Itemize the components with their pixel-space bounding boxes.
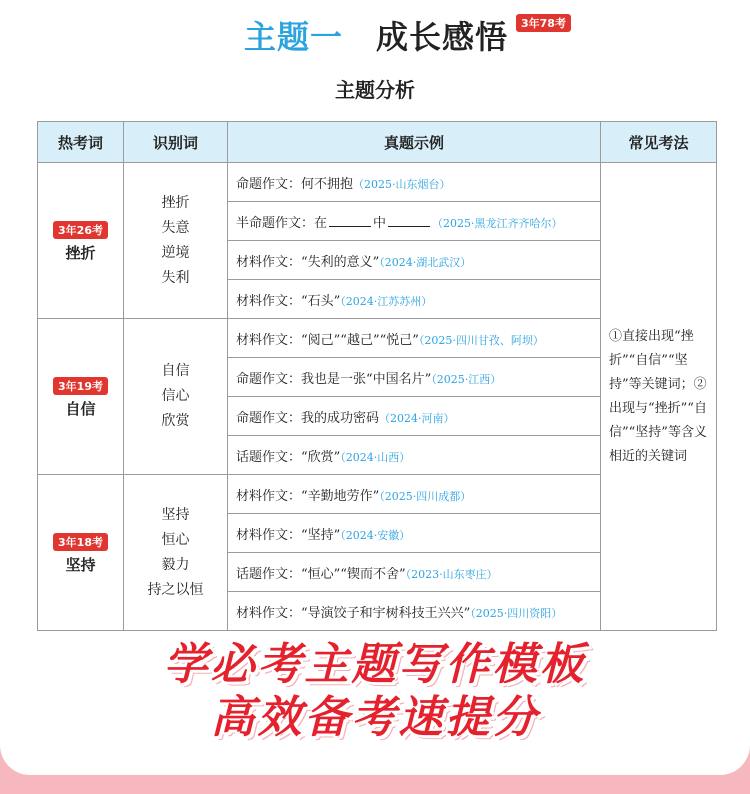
title-row [0,12,750,60]
recognition-word: 持之以恒 [147,581,204,598]
example-cell [228,319,601,358]
example-source: （2024·河南） [379,411,455,425]
example-text: 中 [373,215,387,231]
table-row [38,163,717,202]
hot-word-cell [38,163,124,319]
title-part2: 成长感悟 [376,18,509,56]
example-source: （2025·四川成都） [379,489,472,503]
example-cell [228,358,601,397]
example-text: 材料作文：“导演饺子和宇树科技王兴兴” [236,605,471,621]
example-source: （2025·四川资阳） [470,606,563,620]
hot-word: 自信 [65,399,96,418]
title-part1: 主题一 [244,18,344,56]
example-cell [228,397,601,436]
recognition-cell [124,163,228,319]
example-cell [228,163,601,202]
example-cell [228,241,601,280]
example-text: 材料作文：“阅己”“越己”“悦己” [236,332,419,348]
example-text: 话题作文：“恒心”“锲而不舍” [236,566,406,582]
example-source: （2024·江苏苏州） [340,294,433,308]
hot-word: 挫折 [65,243,96,262]
example-text: 命题作文：我也是一张“中国名片” [236,371,432,387]
recognition-word: 失意 [161,219,190,236]
fill-blank [329,214,371,227]
col-header-recognition: 识别词 [124,122,228,163]
method-cell [601,163,717,631]
title-count-badge: 3年78考 [516,14,571,32]
recognition-cell [124,319,228,475]
recognition-cell [124,475,228,631]
example-text: 命题作文：我的成功密码 [236,410,380,426]
example-source: （2023·山东枣庄） [405,567,498,581]
example-cell [228,202,601,241]
example-source: （2025·山东烟台） [353,177,451,191]
fill-blank [388,214,430,227]
example-cell [228,592,601,631]
hot-word: 坚持 [65,555,96,574]
recognition-word: 逆境 [161,244,190,261]
hot-word-cell [38,319,124,475]
example-cell [228,514,601,553]
recognition-word: 挫折 [161,194,190,211]
example-cell [228,280,601,319]
example-cell [228,436,601,475]
col-header-hot-word: 热考词 [38,122,124,163]
example-text: 半命题作文：在 [236,215,328,231]
recognition-word: 信心 [161,388,190,404]
slogan-line-1: 学必考主题写作模板 [163,639,587,690]
recognition-word: 自信 [161,363,190,379]
example-source: （2024·湖北武汉） [379,255,472,269]
example-text: 命题作文：何不拥抱 [236,176,354,192]
recognition-word: 欣赏 [161,413,190,429]
col-header-examples: 真题示例 [228,122,601,163]
example-source: （2024·安徽） [340,528,411,542]
slogan-line-2: 高效备考速提分 [210,692,540,743]
frequency-badge: 3年18考 [53,533,108,551]
example-text: 材料作文：“失利的意义” [236,254,380,270]
recognition-word: 恒心 [161,531,190,548]
frequency-badge: 3年26考 [53,221,108,239]
method-text: ①直接出现“挫折”“自信”“坚持”等关键词；②出现与“挫折”“自信”“坚持”等含义相近的关键词 [609,328,707,464]
example-cell [228,553,601,592]
example-text: 话题作文：“欣赏” [236,449,341,465]
example-text: 材料作文：“石头” [236,293,341,309]
col-header-method: 常见考法 [601,122,717,163]
example-source: （2025·黑龙江齐齐哈尔） [432,216,563,230]
example-text: 材料作文：“坚持” [236,527,341,543]
example-source: （2025·江西） [431,372,502,386]
example-cell [228,475,601,514]
section-subtitle: 主题分析 [335,78,415,102]
table-header-row [38,122,717,163]
topic-analysis-table [37,121,717,631]
example-source: （2025·四川甘孜、阿坝） [418,333,544,347]
recognition-word: 坚持 [161,506,190,523]
hot-word-cell [38,475,124,631]
recognition-word: 毅力 [161,556,190,573]
recognition-word: 失利 [161,269,190,286]
example-source: （2024·山西） [340,450,411,464]
frequency-badge: 3年19考 [53,377,108,395]
example-text: 材料作文：“辛勤地劳作” [236,488,380,504]
